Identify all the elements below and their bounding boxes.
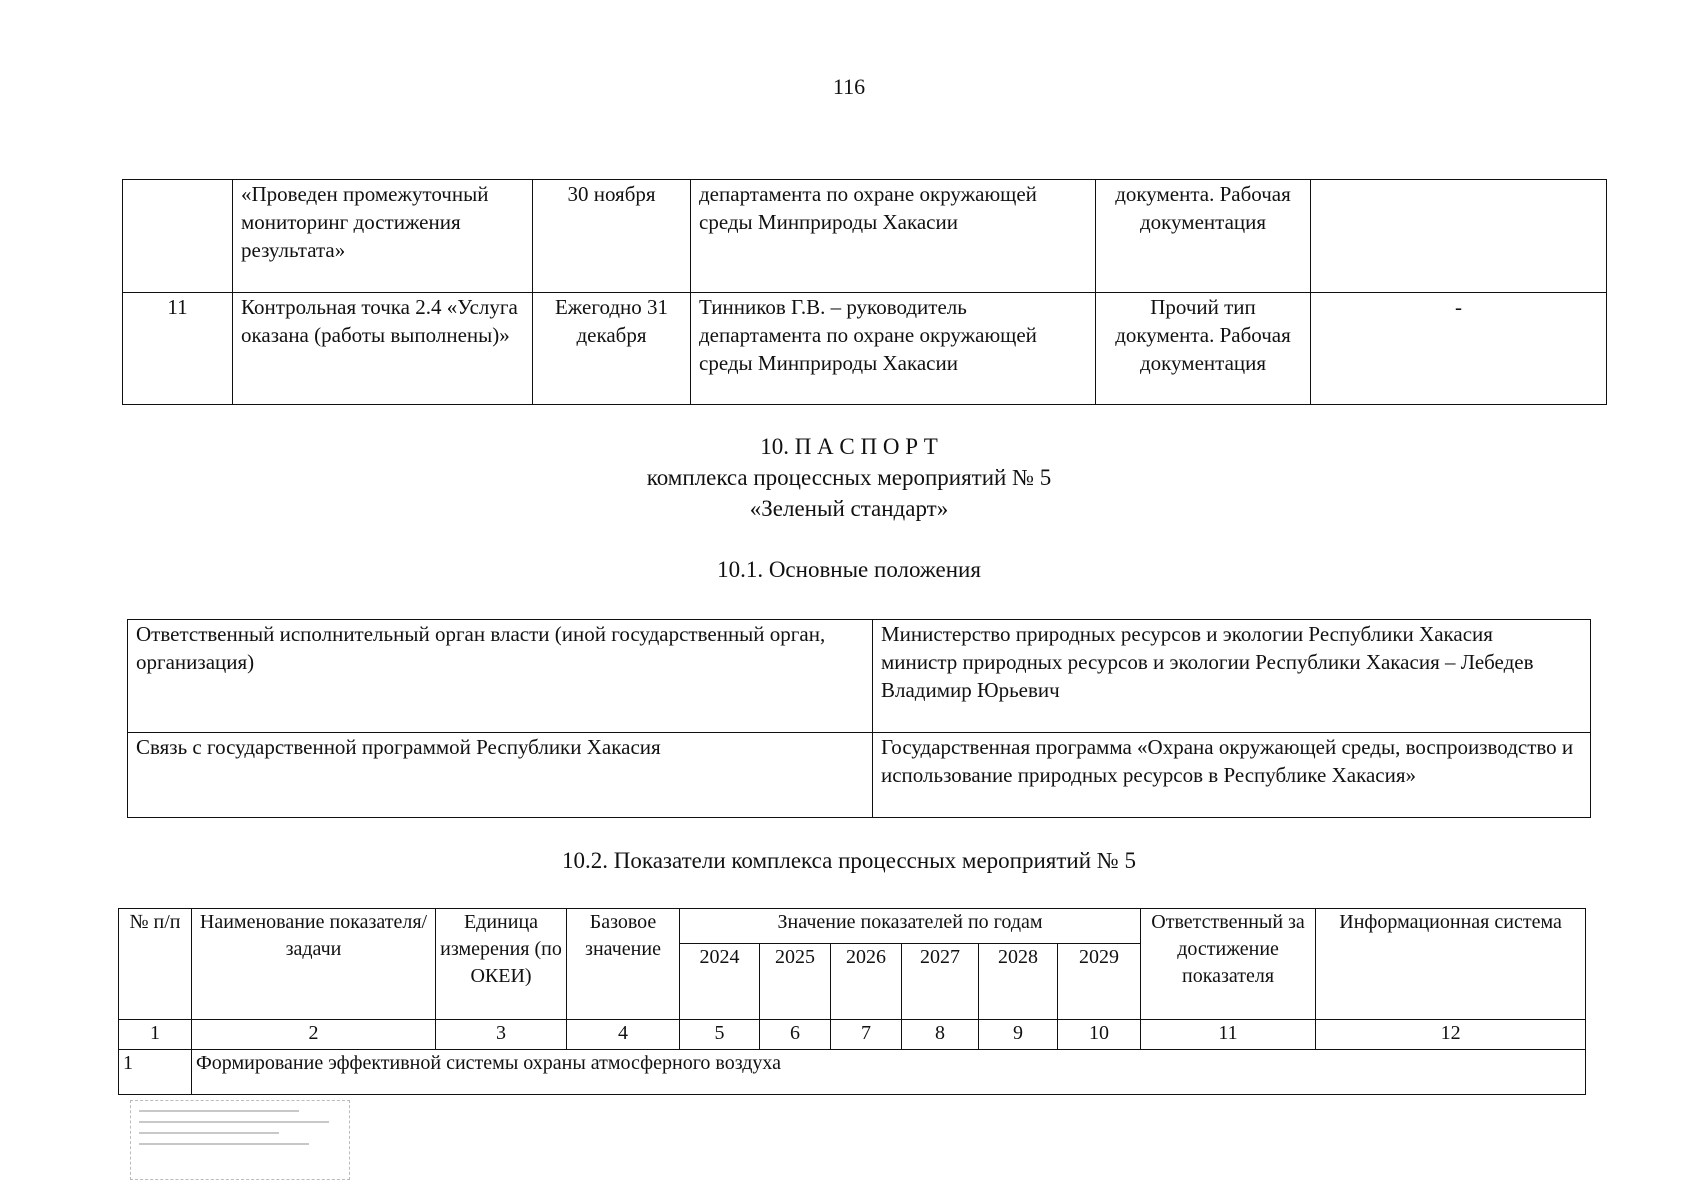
indicators-table xyxy=(118,908,1586,1095)
task-text: Формирование эффективной системы охраны атмосферного воздуха xyxy=(192,1050,1586,1095)
column-number: 2 xyxy=(192,1020,436,1050)
column-number: 3 xyxy=(436,1020,567,1050)
provision-value-line: Государственная программа «Охрана окружающей среды, воспроизводство и использование природных ресурсов в Республике Хакасия» xyxy=(881,735,1574,787)
page-number: 116 xyxy=(832,74,866,99)
event-responsible: департамента по охране окружающей среды Минприроды Хакасии xyxy=(691,180,1096,293)
column-number: 5 xyxy=(680,1020,760,1050)
basic-provisions-table xyxy=(127,619,1591,818)
header-year: 2029 xyxy=(1058,944,1141,1020)
section-10-1-title: 10.1. Основные положения xyxy=(717,557,981,582)
event-name: Контрольная точка 2.4 «Услуга оказана (работы выполнены)» xyxy=(233,293,533,405)
column-number: 8 xyxy=(902,1020,979,1050)
header-year: 2025 xyxy=(760,944,831,1020)
provision-value-line: министр природных ресурсов и экологии Республики Хакасия – Лебедев Владимир Юрьевич xyxy=(881,650,1534,702)
header-num: № п/п xyxy=(119,909,192,1020)
event-deadline: 30 ноября xyxy=(533,180,691,293)
header-base-value: Базовое значение xyxy=(567,909,680,1020)
event-system xyxy=(1311,180,1607,293)
column-number: 12 xyxy=(1316,1020,1586,1050)
provision-value xyxy=(873,620,1591,733)
registration-stamp xyxy=(130,1100,350,1180)
event-system: - xyxy=(1311,293,1607,405)
header-year: 2028 xyxy=(979,944,1058,1020)
row-number: 11 xyxy=(123,293,233,405)
column-numbers-row xyxy=(119,1020,1586,1050)
provision-label: Ответственный исполнительный орган власти (иной государственный орган, организация) xyxy=(128,620,873,733)
event-deadline: Ежегодно 31 декабря xyxy=(533,293,691,405)
task-row xyxy=(119,1050,1586,1095)
passport-program-name: «Зеленый стандарт» xyxy=(749,496,949,521)
provision-value xyxy=(873,733,1591,818)
header-values-by-year: Значение показателей по годам xyxy=(680,909,1141,944)
column-number: 6 xyxy=(760,1020,831,1050)
table-row xyxy=(128,733,1591,818)
header-info-system: Информационная система xyxy=(1316,909,1586,1020)
table-row xyxy=(123,293,1607,405)
row-number xyxy=(123,180,233,293)
event-document: документа. Рабочая документация xyxy=(1096,180,1311,293)
column-number: 9 xyxy=(979,1020,1058,1050)
column-number: 1 xyxy=(119,1020,192,1050)
header-row xyxy=(119,909,1586,944)
task-number: 1 xyxy=(119,1050,192,1095)
event-name: «Проведен промежуточный мониторинг достижения результата» xyxy=(233,180,533,293)
column-number: 4 xyxy=(567,1020,680,1050)
header-unit: Единица измерения (по ОКЕИ) xyxy=(436,909,567,1020)
column-number: 11 xyxy=(1141,1020,1316,1050)
table-row xyxy=(123,180,1607,293)
event-responsible: Тинников Г.В. – руководитель департамента по охране окружающей среды Минприроды Хакасии xyxy=(691,293,1096,405)
header-year: 2024 xyxy=(680,944,760,1020)
passport-title: 10. П А С П О Р Т xyxy=(760,434,938,459)
section-10-2-title: 10.2. Показатели комплекса процессных мероприятий № 5 xyxy=(562,848,1136,873)
column-number: 7 xyxy=(831,1020,902,1050)
provision-value-line: Министерство природных ресурсов и экологии Республики Хакасия xyxy=(881,622,1493,646)
provision-label: Связь с государственной программой Республики Хакасия xyxy=(128,733,873,818)
continuation-table xyxy=(122,179,1607,405)
header-responsible: Ответственный за достижение показателя xyxy=(1141,909,1316,1020)
header-year: 2026 xyxy=(831,944,902,1020)
header-name: Наименование показателя/ задачи xyxy=(192,909,436,1020)
table-row xyxy=(128,620,1591,733)
column-number: 10 xyxy=(1058,1020,1141,1050)
passport-subtitle: комплекса процессных мероприятий № 5 xyxy=(646,465,1052,490)
header-year: 2027 xyxy=(902,944,979,1020)
event-document: Прочий тип документа. Рабочая документация xyxy=(1096,293,1311,405)
